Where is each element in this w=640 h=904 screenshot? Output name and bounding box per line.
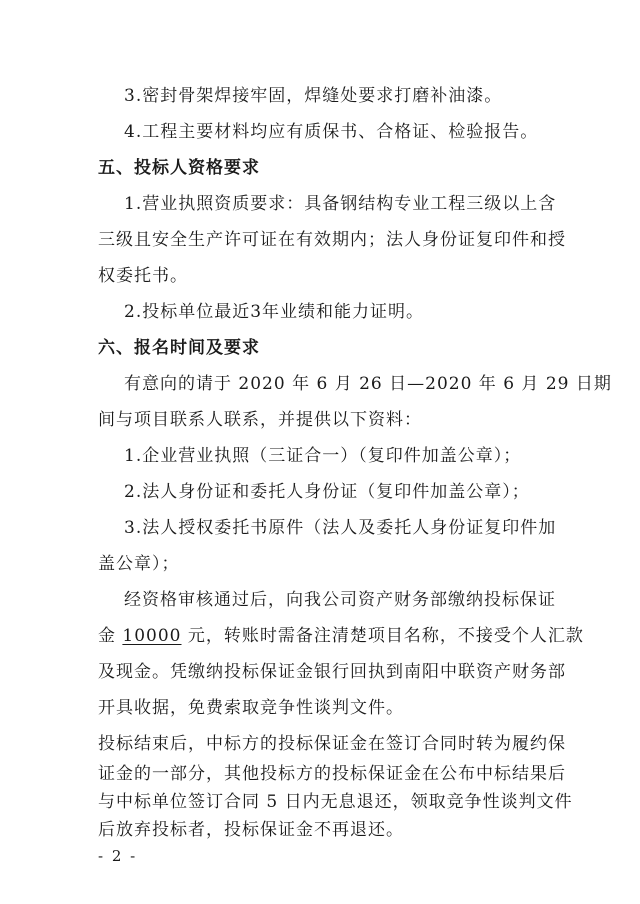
document-item-1-license: 1.企业营业执照（三证合一）（复印件加盖公章）； [124, 446, 522, 466]
qualification-2: 2.投标单位最近3年业绩和能力证明。 [124, 302, 425, 322]
clause-3-welding: 3.密封骨架焊接牢固，焊缝处要求打磨补油漆。 [124, 86, 503, 106]
registration-period-line-2: 间与项目联系人联系，并提供以下资料： [98, 410, 422, 430]
deposit-paragraph-line-4: 开具收据，免费索取竞争性谈判文件。 [98, 698, 404, 718]
document-item-3-authorization-line-1: 3.法人授权委托书原件（法人及委托人身份证复印件加 [124, 518, 557, 538]
document-item-3-authorization-line-2: 盖公章）； [98, 554, 180, 574]
deposit-suffix: 元，转账时需备注清楚项目名称，不接受个人汇款 [181, 626, 584, 646]
deposit-amount: 10000 [122, 626, 182, 646]
section-heading-bidder-qualifications: 五、投标人资格要求 [98, 158, 260, 178]
deposit-paragraph-line-2 [98, 624, 584, 648]
qualification-1-line-1: 1.营业执照资质要求：具备钢结构专业工程三级以上含 [124, 194, 557, 214]
refund-paragraph-line-4: 后放弃投标者，投标保证金不再退还。 [98, 820, 404, 840]
refund-paragraph-line-3: 与中标单位签订合同 5 日内无息退还，领取竞争性谈判文件 [98, 792, 573, 812]
qualification-1-line-2: 三级且安全生产许可证在有效期内；法人身份证复印件和授 [98, 230, 566, 250]
clause-4-materials: 4.工程主要材料均应有质保书、合格证、检验报告。 [124, 122, 539, 142]
refund-paragraph-line-1: 投标结束后，中标方的投标保证金在签订合同时转为履约保 [98, 734, 566, 754]
deposit-paragraph-line-3: 及现金。凭缴纳投标保证金银行回执到南阳中联资产财务部 [98, 662, 566, 682]
section-heading-registration: 六、报名时间及要求 [98, 338, 260, 358]
page-number: - 2 - [98, 847, 138, 865]
qualification-1-line-3: 权委托书。 [98, 266, 188, 286]
document-item-2-id-cards: 2.法人身份证和委托人身份证（复印件加盖公章）； [124, 482, 530, 502]
registration-period-line-1: 有意向的请于 2020 年 6 月 26 日—2020 年 6 月 29 日期 [124, 374, 612, 394]
refund-paragraph-line-2: 证金的一部分，其他投标方的投标保证金在公布中标结果后 [98, 764, 566, 784]
deposit-prefix: 金 [98, 626, 123, 646]
deposit-paragraph-line-1: 经资格审核通过后，向我公司资产财务部缴纳投标保证 [124, 590, 556, 610]
